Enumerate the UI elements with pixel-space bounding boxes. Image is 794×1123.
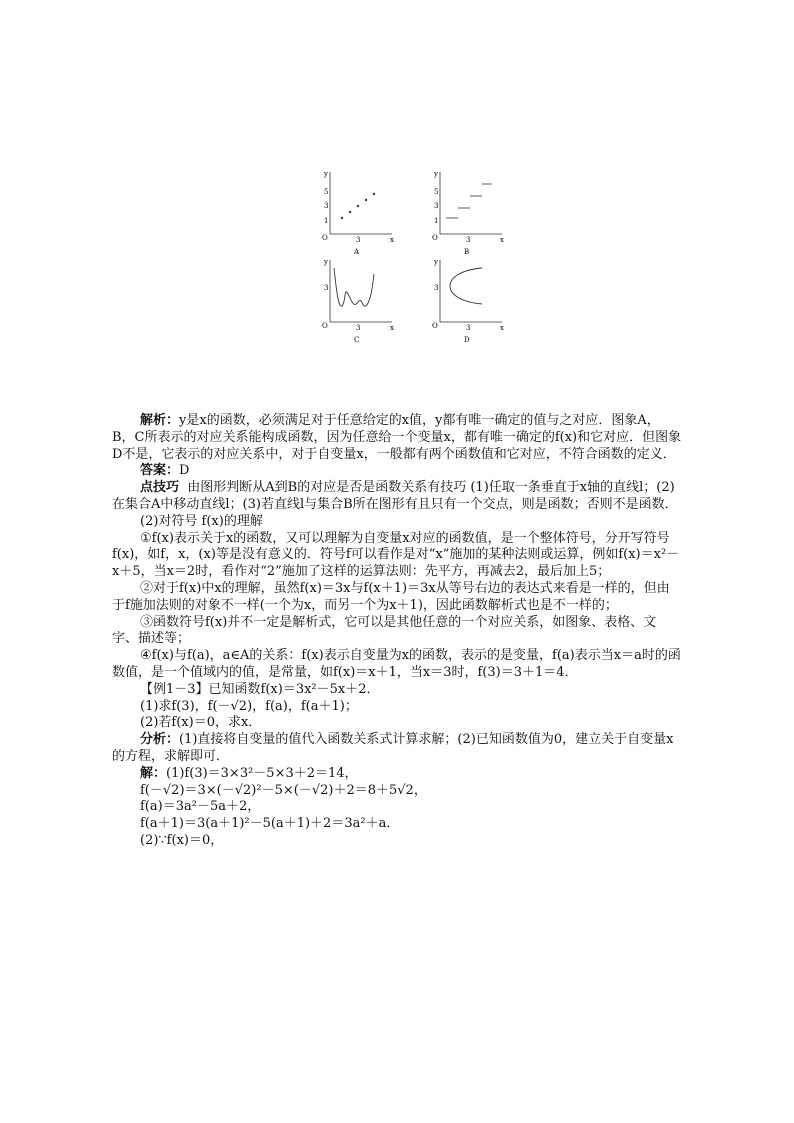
point-3: ③函数符号f(x)并不一定是解析式，它可以是其他任意的一个对应关系，如图象、表格、文字、描述等；	[112, 614, 657, 647]
solution-line-3: f(a)＝3a²－5a＋2，	[140, 799, 261, 815]
svg-text:3: 3	[356, 236, 361, 244]
graph-label: A	[354, 248, 360, 256]
svg-text:x: x	[500, 324, 504, 332]
solution-line-2: f(－√2)＝3×(－√2)²－5×(－√2)＋2＝8＋5√2，	[140, 782, 427, 798]
function-graphs-figure	[300, 160, 520, 350]
axis-x-label: x	[390, 236, 394, 244]
svg-text:y: y	[434, 170, 438, 178]
analysis-paragraph: 解析：y是x的函数，必须满足对于任意给定的x值，y都有唯一确定的值与之对应．图象A，B，C所表示的对应关系能构成函数，因为任意给一个变量x，都有唯一确定的f(x)和它对应．但图象D不是，它表示的对应关系中，对于自变量x，一般都有两个函数值和它对应，不符合函数的定义．	[112, 413, 682, 462]
section-title: (2)对符号 f(x)的理解	[140, 513, 263, 529]
svg-text:x: x	[500, 236, 504, 244]
example-q2: (2)若f(x)＝0，求x．	[140, 715, 262, 731]
svg-text:B: B	[464, 248, 470, 256]
svg-text:3: 3	[434, 202, 439, 210]
svg-text:3: 3	[466, 324, 471, 332]
point-2: ②对于f(x)中x的理解，虽然f(x)＝3x与f(x＋1)＝3x从等号右边的表达式来看是一样的，但由于f施加法则的对象不一样(一个为x，而另一个为x＋1)，因此函数解析式也是不一样的；	[112, 580, 670, 613]
svg-text:3: 3	[434, 284, 439, 292]
svg-text:3: 3	[356, 324, 361, 332]
svg-text:3: 3	[324, 284, 329, 292]
example-q1: (1)求f(3)，f(－√2)，f(a)，f(a＋1)；	[140, 698, 358, 714]
answer-paragraph: 答案：D	[140, 463, 190, 479]
svg-text:5: 5	[434, 188, 439, 196]
point-4: ④f(x)与f(a)，a∈A的关系：f(x)表示自变量为x的函数，表示的是变量，f(a)表示当x＝a时的函数值，是一个值域内的值，是常量，如f(x)＝x＋1，当x＝3时，f(3)＝3＋1＝4．	[112, 648, 681, 680]
example-heading: 【例1－3】已知函数f(x)＝3x²－5x＋2．	[140, 681, 380, 697]
axis-y-label: y	[324, 170, 328, 178]
point-1: ①f(x)表示关于x的函数，又可以理解为自变量x对应的函数值，是一个整体符号，分开写符号f(x)，如f，x，(x)等是没有意义的．符号f可以看作是对“x”施加的某种法则或运算，例如f(x)＝x²－x＋5，当x＝2时，看作对“2”施加了这样的运算法则：先平方，再减去2，最后加上5；	[112, 530, 680, 580]
svg-text:3: 3	[324, 202, 329, 210]
svg-text:1: 1	[434, 217, 439, 225]
tip-paragraph: 点技巧 由图形判断从A到B的对应是否是函数关系有技巧 (1)任取一条垂直于x轴的直线l；(2)在集合A中移动直线l；(3)若直线l与集合B所在图形有且只有一个交点，则是函数；否则不是函数．	[112, 480, 678, 512]
origin-label: O	[322, 234, 328, 242]
svg-text:y: y	[434, 258, 438, 266]
svg-text:O: O	[432, 322, 438, 330]
solution-line-5: (2)∵f(x)＝0，	[140, 832, 224, 848]
graph-b	[426, 168, 506, 258]
example-analysis: 分析：(1)直接将自变量的值代入函数关系式计算求解；(2)已知函数值为0，建立关于自变量x的方程，求解即可．	[112, 732, 674, 764]
solution-line-4: f(a＋1)＝3(a＋1)²－5(a＋1)＋2＝3a²＋a．	[140, 816, 400, 832]
svg-text:3: 3	[466, 236, 471, 244]
graph-c	[316, 256, 396, 346]
svg-text:x: x	[390, 324, 394, 332]
analysis-label: 解析：	[140, 413, 180, 428]
svg-text:D: D	[464, 336, 470, 344]
example-solution: 解：(1)f(3)＝3×3²－5×3＋2＝14，	[140, 765, 358, 781]
svg-text:O: O	[322, 322, 328, 330]
svg-text:1: 1	[324, 217, 329, 225]
graph-a	[316, 168, 396, 258]
svg-text:O: O	[432, 234, 438, 242]
svg-text:5: 5	[324, 188, 329, 196]
document-body	[112, 413, 682, 850]
graph-d	[426, 256, 506, 346]
svg-text:C: C	[354, 336, 360, 344]
svg-text:y: y	[324, 258, 328, 266]
